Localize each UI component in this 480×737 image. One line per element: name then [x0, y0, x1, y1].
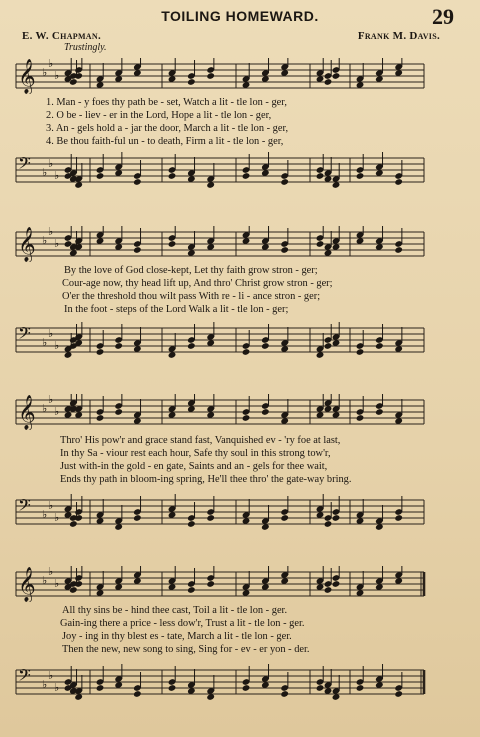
treble-staff-2	[0, 226, 480, 262]
flat-icon: ♭	[42, 166, 48, 179]
bass-staff-1	[0, 152, 480, 188]
lyric-line: By the love of God close-kept, Let thy faith grow stron - ger;	[64, 265, 318, 276]
note-head-icon	[187, 520, 196, 528]
note-head-icon	[69, 520, 78, 528]
bass-staff-4	[0, 664, 480, 700]
flat-icon: ♭	[54, 681, 60, 694]
bass-staff-2	[0, 322, 480, 358]
lyric-line: 2. O be - liev - er in the Lord, Hope a lit - tle lon - ger,	[46, 110, 272, 121]
note-head-icon	[96, 414, 105, 422]
lyric-line: Just with-in the gold - en gate, Saints and an - gels for thee wait,	[60, 461, 328, 472]
note-head-icon	[168, 240, 177, 248]
lyric-line: 3. An - gels hold a - jar the door, March a lit - tle lon - ger,	[46, 123, 289, 134]
lyric-line: 4. Be thou faith-ful un - to death, Firm a lit - tle lon - ger,	[46, 136, 284, 147]
treble-clef-icon: 𝄞	[18, 227, 36, 262]
composer-credit: Frank M. Davis.	[357, 30, 440, 42]
flat-icon: ♭	[42, 66, 48, 79]
flat-icon: ♭	[54, 577, 60, 590]
flat-icon: ♭	[42, 402, 48, 415]
flat-icon: ♭	[42, 574, 48, 587]
lyric-line: 1. Man - y foes thy path be - set, Watch a lit - tle lon - ger,	[46, 97, 287, 108]
treble-clef-icon: 𝄞	[18, 59, 36, 94]
bass-staff-3	[0, 494, 480, 530]
note-head-icon	[375, 342, 384, 350]
note-head-icon	[324, 586, 333, 594]
flat-icon: ♭	[48, 669, 54, 682]
note-head-icon	[187, 342, 196, 350]
flat-icon: ♭	[48, 58, 54, 70]
flat-icon: ♭	[48, 566, 54, 578]
note-head-icon	[187, 586, 196, 594]
note-head-icon	[324, 520, 333, 528]
tempo-marking: Trustingly.	[64, 42, 107, 53]
note-head-icon	[96, 684, 105, 692]
note-head-icon	[356, 414, 365, 422]
flat-icon: ♭	[54, 69, 60, 82]
lyric-line: O'er the threshold thou wilt pass With re - li - ance stron - ger;	[62, 291, 321, 302]
hymn-title: TOILING HOMEWARD.	[161, 8, 319, 24]
lyric-line: All thy sins be - hind thee cast, Toil a lit - tle lon - ger.	[62, 605, 288, 616]
note-head-icon	[280, 246, 289, 254]
note-head-icon	[206, 580, 215, 588]
note-head-icon	[356, 172, 365, 180]
note-head-icon	[356, 348, 365, 356]
flat-icon: ♭	[54, 339, 60, 352]
flat-icon: ♭	[54, 169, 60, 182]
flat-icon: ♭	[48, 499, 54, 512]
flat-icon: ♭	[42, 508, 48, 521]
flat-icon: ♭	[42, 678, 48, 691]
flat-icon: ♭	[42, 336, 48, 349]
treble-clef-icon: 𝄞	[18, 395, 36, 430]
flat-icon: ♭	[54, 405, 60, 418]
note-head-icon	[324, 78, 333, 86]
note-head-icon	[114, 342, 123, 350]
note-head-icon	[74, 514, 83, 522]
note-head-icon	[74, 580, 83, 588]
flat-icon: ♭	[48, 394, 54, 406]
note-head-icon	[280, 178, 289, 186]
note-head-icon	[242, 172, 251, 180]
note-head-icon	[242, 348, 251, 356]
lyricist-credit: E. W. Chapman.	[22, 30, 102, 42]
note-head-icon	[133, 246, 142, 254]
page-number: 29	[432, 4, 454, 29]
note-head-icon	[375, 408, 384, 416]
bass-clef-icon: 𝄢	[18, 323, 31, 347]
treble-clef-icon: 𝄞	[18, 567, 36, 602]
treble-staff-1	[0, 58, 480, 94]
note-head-icon	[394, 246, 403, 254]
treble-staff-3	[0, 394, 480, 430]
flat-icon: ♭	[54, 511, 60, 524]
note-head-icon	[114, 408, 123, 416]
lyric-line: Joy - ing in thy blest es - tate, March a lit - tle lon - ger.	[62, 631, 292, 642]
note-head-icon	[206, 514, 215, 522]
note-head-icon	[332, 580, 341, 588]
note-head-icon	[394, 514, 403, 522]
note-head-icon	[96, 172, 105, 180]
lyric-line: Thro' His pow'r and grace stand fast, Vanquished ev - 'ry foe at last,	[60, 435, 341, 446]
note-head-icon	[261, 408, 270, 416]
note-head-icon	[316, 684, 325, 692]
note-head-icon	[280, 690, 289, 698]
note-head-icon	[280, 514, 289, 522]
note-head-icon	[316, 240, 325, 248]
note-head-icon	[394, 690, 403, 698]
note-head-icon	[133, 514, 142, 522]
note-head-icon	[261, 342, 270, 350]
flat-icon: ♭	[48, 226, 54, 238]
lyric-line: Ends thy path in bloom-ing spring, He'll thee thro' the gate-way bring.	[60, 474, 352, 485]
note-head-icon	[356, 684, 365, 692]
note-head-icon	[168, 172, 177, 180]
note-head-icon	[187, 78, 196, 86]
flat-icon: ♭	[42, 234, 48, 247]
lyric-line: Cour-age now, thy head lift up, And thro' Christ grow stron - ger;	[62, 278, 333, 289]
flat-icon: ♭	[54, 237, 60, 250]
note-head-icon	[74, 72, 83, 80]
note-head-icon	[206, 72, 215, 80]
note-head-icon	[242, 684, 251, 692]
note-head-icon	[324, 342, 333, 350]
note-head-icon	[242, 414, 251, 422]
bass-clef-icon: 𝄢	[18, 153, 31, 177]
note-head-icon	[133, 690, 142, 698]
lyric-line: Then the new, new song to sing, Sing for - ev - er yon - der.	[62, 644, 310, 655]
note-head-icon	[133, 178, 142, 186]
bass-clef-icon: 𝄢	[18, 665, 31, 689]
flat-icon: ♭	[48, 157, 54, 170]
note-head-icon	[96, 348, 105, 356]
lyric-line: In thy Sa - viour rest each hour, Safe thy soul in this strong tow'r,	[60, 448, 331, 459]
flat-icon: ♭	[48, 327, 54, 340]
note-head-icon	[316, 172, 325, 180]
treble-staff-4	[0, 566, 480, 602]
note-head-icon	[394, 178, 403, 186]
note-head-icon	[332, 514, 341, 522]
note-head-icon	[332, 72, 341, 80]
lyric-line: Gain-ing there a price - less dow'r, Trust a lit - tle lon - ger.	[60, 618, 305, 629]
bass-clef-icon: 𝄢	[18, 495, 31, 519]
note-head-icon	[168, 684, 177, 692]
lyric-line: In the foot - steps of the Lord Walk a lit - tle lon - ger;	[64, 304, 289, 315]
